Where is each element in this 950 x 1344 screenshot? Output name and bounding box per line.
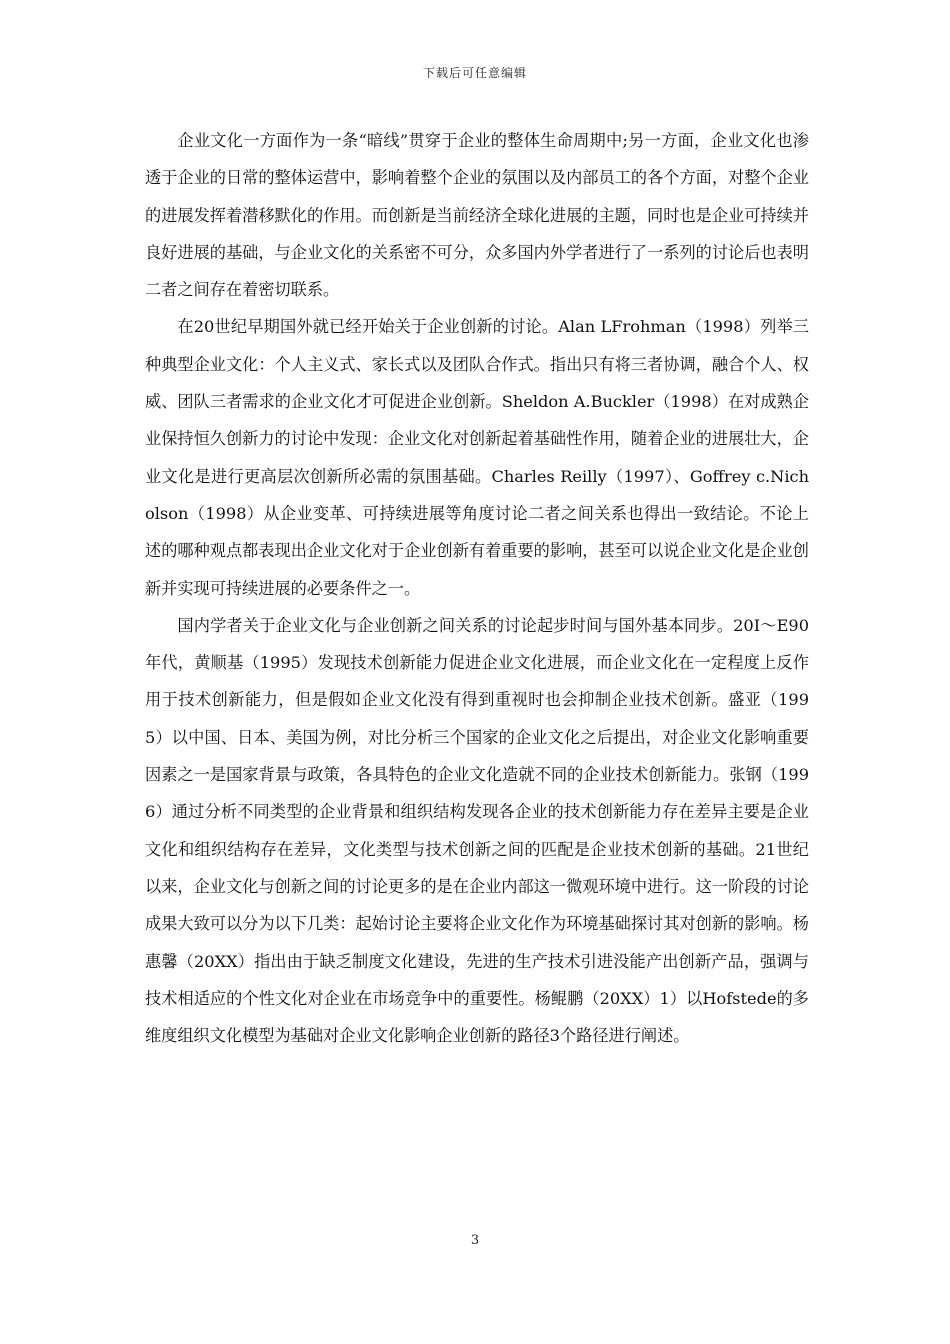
paragraph-culture-innovation: 企业文化一方面作为一条“暗线”贯穿于企业的整体生命周期中;另一方面，企业文化也渗透于企业的日常的整体运营中，影响着整个企业的氛围以及内部员工的各个方面，对整个企业的进展发挥着潜移默化的作用。而创新是当前经济全球化进展的主题，同时也是企业可持续并良好进展的基础，与企业文化的关系密不可分，众多国内外学者进行了一系列的讨论后也表明二者之间存在着密切联系。 bbox=[145, 131, 809, 300]
paragraph-foreign-research: 在20世纪早期国外就已经开始关于企业创新的讨论。Alan LFrohman（1998）列举三种典型企业文化：个人主义式、家长式以及团队合作式。指出只有将三者协调，融合个人、权威、团队三者需求的企业文化才可促进企业创新。Sheldon A.Buckler（1998）在对成熟企业保持恒久创新力的讨论中发现：企业文化对创新起着基础性作用，随着企业的进展壮大，企业文化是进行更高层次创新所必需的氛围基础。Charles Reilly（1997）、Goffrey c.Nicholson（1998）从企业变革、可持续进展等角度讨论二者之间关系也得出一致结论。不论上述的哪种观点都表现出企业文化对于企业创新有着重要的影响，甚至可以说企业文化是企业创新并实现可持续进展的必要条件之一。 bbox=[145, 317, 809, 598]
document-body bbox=[145, 122, 809, 1054]
page-header: 下载后可任意编辑 bbox=[422, 66, 527, 80]
paragraph-domestic-research: 国内学者关于企业文化与企业创新之间关系的讨论起步时间与国外基本同步。20I～E90年代，黄顺基（1995）发现技术创新能力促进企业文化进展，而企业文化在一定程度上反作用于技术创新能力，但是假如企业文化没有得到重视时也会抑制企业技术创新。盛亚（1995）以中国、日本、美国为例，对比分析三个国家的企业文化之后提出，对企业文化影响重要因素之一是国家背景与政策，各具特色的企业文化造就不同的企业技术创新能力。张钢（1996）通过分析不同类型的企业背景和组织结构发现各企业的技术创新能力存在差异主要是企业文化和组织结构存在差异，文化类型与技术创新之间的匹配是企业技术创新的基础。21世纪以来，企业文化与创新之间的讨论更多的是在企业内部这一微观环境中进行。这一阶段的讨论成果大致可以分为以下几类：起始讨论主要将企业文化作为环境基础探讨其对创新的影响。杨惠馨（20XX）指出由于缺乏制度文化建设，先进的生产技术引进没能产出创新产品，强调与技术相适应的个性文化对企业在市场竞争中的重要性。杨鲲鹏（20XX）1）以Hofstede的多维度组织文化模型为基础对企业文化影响企业创新的路径3个路径进行阐述。 bbox=[145, 615, 809, 1046]
page-number: 3 bbox=[470, 1233, 480, 1248]
